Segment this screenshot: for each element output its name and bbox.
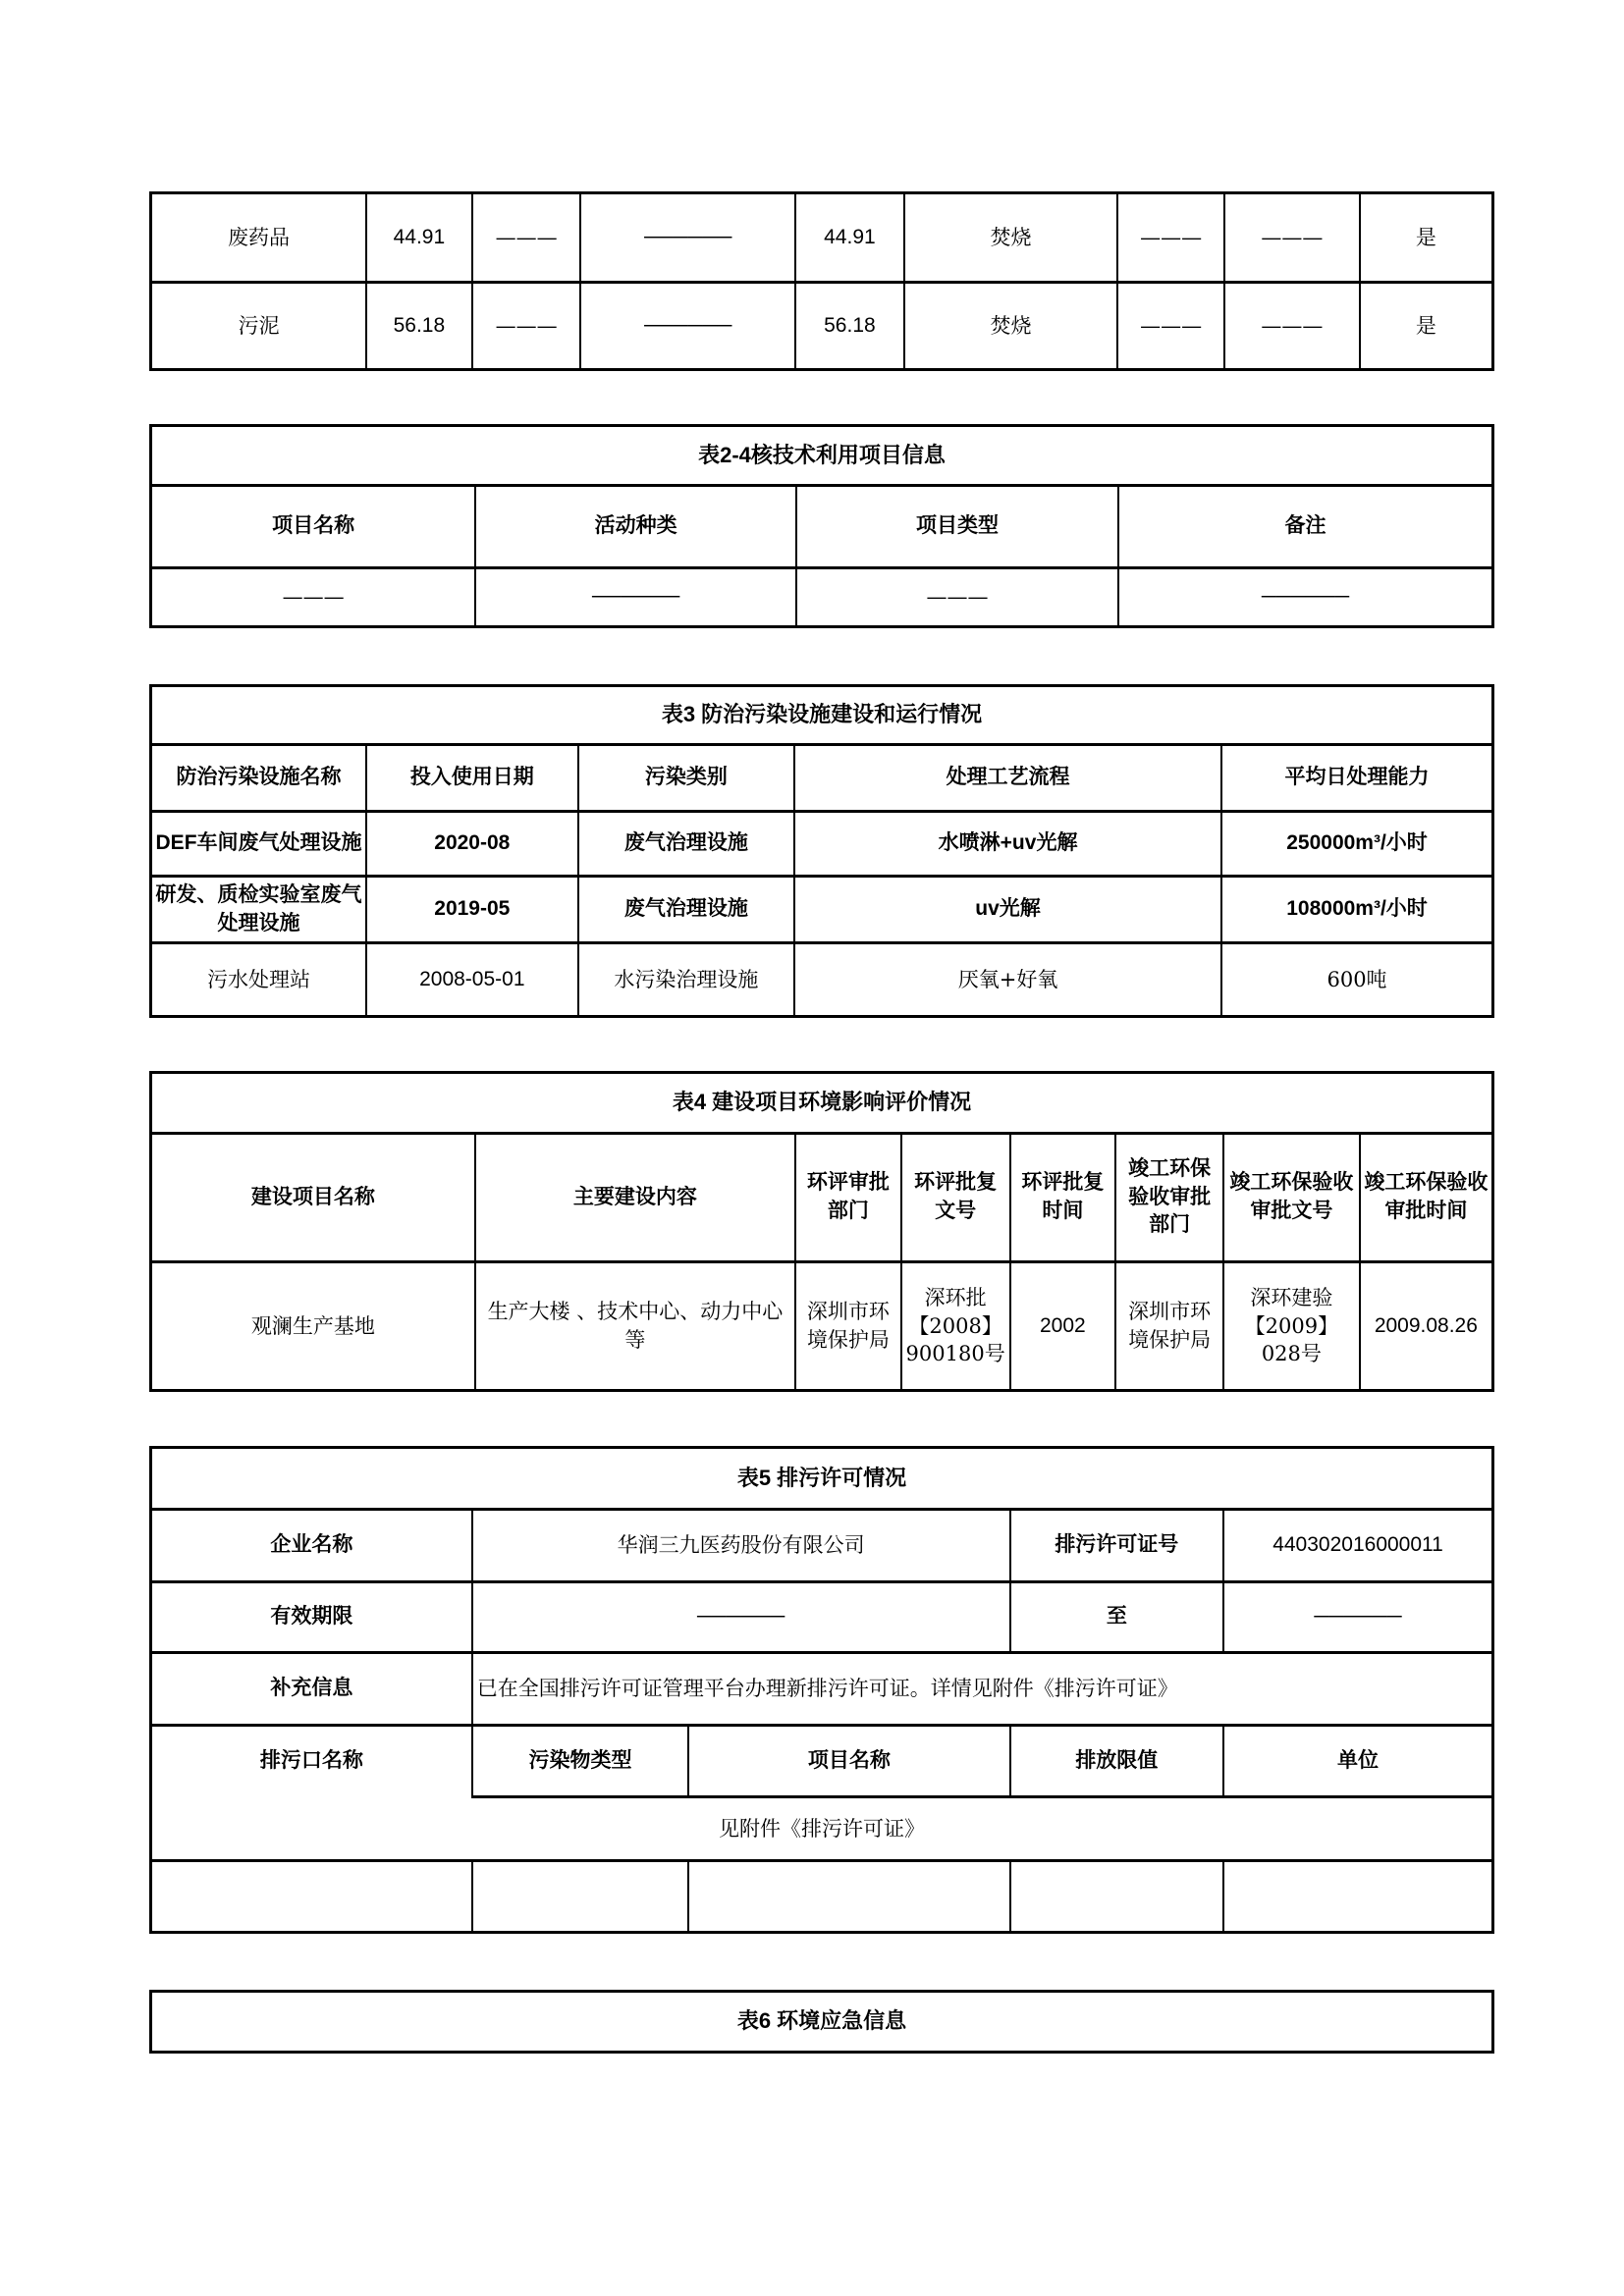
dash-cell: ——— [151,568,476,627]
eia-approval-time-cell: 2002 [1010,1262,1116,1391]
waste-amount-cell: 56.18 [795,283,904,370]
table-row [151,943,1493,1017]
capacity-cell: 250000m³/小时 [1221,812,1492,877]
table-discharge-permit [149,1446,1494,1934]
column-header: 处理工艺流程 [794,745,1221,812]
attachment-note: 见附件《排污许可证》 [151,1797,1493,1861]
table-row [151,193,1493,283]
waste-name-cell: 污泥 [151,283,367,370]
table-title: 表4 建设项目环境影响评价情况 [151,1073,1493,1134]
company-name-label: 企业名称 [151,1510,472,1582]
yes-no-cell: 是 [1360,283,1493,370]
dash-cell: ——— [1117,193,1224,283]
validity-label: 有效期限 [151,1582,472,1653]
column-header: 环评批复文号 [901,1134,1010,1262]
column-header: 防治污染设施名称 [151,745,367,812]
waste-name-cell: 废药品 [151,193,367,283]
table-row [151,283,1493,370]
process-cell: 水喷淋+uv光解 [794,812,1221,877]
validity-from-cell: ────── [472,1582,1010,1653]
empty-cell [688,1861,1009,1933]
dash-cell: ────── [580,193,795,283]
dash-cell: ────── [1118,568,1492,627]
table-title-row [151,1448,1493,1510]
company-name-value: 华润三九医药股份有限公司 [472,1510,1010,1582]
empty-cell [472,1861,689,1933]
table-row [151,568,1493,627]
table-row [151,1262,1493,1391]
eia-document-no-cell: 深环批【2008】900180号 [901,1262,1010,1391]
waste-amount-cell: 56.18 [366,283,472,370]
table-title-row [151,1992,1493,2053]
capacity-cell: 108000m³/小时 [1221,877,1492,943]
empty-cell [1010,1861,1224,1933]
column-header: 平均日处理能力 [1221,745,1492,812]
outlet-name-header: 排污口名称 [151,1726,472,1797]
column-header: 竣工环保验收审批文号 [1223,1134,1360,1262]
table-row [151,812,1493,877]
disposal-method-cell: 焚烧 [904,193,1117,283]
column-header: 环评审批部门 [795,1134,901,1262]
pollution-type-cell: 废气治理设施 [578,877,794,943]
process-cell: uv光解 [794,877,1221,943]
capacity-cell: 600吨 [1221,943,1492,1017]
table-row [151,1582,1493,1653]
column-header: 竣工环保验收审批部门 [1115,1134,1223,1262]
validity-to-cell: ────── [1223,1582,1492,1653]
disposal-method-cell: 焚烧 [904,283,1117,370]
start-date-cell: 2019-05 [366,877,578,943]
pollution-type-cell: 水污染治理设施 [578,943,794,1017]
table-title: 表2-4核技术利用项目信息 [151,426,1493,486]
table-row [151,1510,1493,1582]
table-header-row [151,486,1493,568]
table-title: 表6 环境应急信息 [151,1992,1493,2053]
yes-no-cell: 是 [1360,193,1493,283]
dash-cell: ——— [1224,193,1360,283]
column-header: 项目名称 [688,1726,1009,1797]
table-header-row [151,745,1493,812]
column-header: 备注 [1118,486,1492,568]
start-date-cell: 2008-05-01 [366,943,578,1017]
table-eia-projects [149,1071,1494,1392]
column-header: 环评批复时间 [1010,1134,1116,1262]
start-date-cell: 2020-08 [366,812,578,877]
table-environmental-emergency [149,1990,1494,2054]
table-title: 表5 排污许可情况 [151,1448,1493,1510]
table-header-row [151,1726,1493,1797]
column-header: 单位 [1223,1726,1492,1797]
table-row [151,1653,1493,1726]
acceptance-department-cell: 深圳市环境保护局 [1115,1262,1223,1391]
facility-name-cell: 污水处理站 [151,943,367,1017]
supplement-value: 已在全国排污许可证管理平台办理新排污许可证。详情见附件《排污许可证》 [472,1653,1493,1726]
empty-cell [1223,1861,1492,1933]
column-header: 项目类型 [796,486,1118,568]
process-cell: 厌氧+好氧 [794,943,1221,1017]
facility-name-cell: 研发、质检实验室废气处理设施 [151,877,367,943]
column-header: 竣工环保验收审批时间 [1360,1134,1493,1262]
waste-amount-cell: 44.91 [795,193,904,283]
table-title-row [151,426,1493,486]
dash-cell: ────── [580,283,795,370]
table-hazardous-waste-continuation [149,191,1494,371]
table-title: 表3 防治污染设施建设和运行情况 [151,686,1493,745]
acceptance-time-cell: 2009.08.26 [1360,1262,1493,1391]
column-header: 污染物类型 [472,1726,689,1797]
dash-cell: ——— [1224,283,1360,370]
pollution-type-cell: 废气治理设施 [578,812,794,877]
table-row [151,1861,1493,1933]
dash-cell: ────── [475,568,796,627]
table-row [151,877,1493,943]
supplement-label: 补充信息 [151,1653,472,1726]
acceptance-document-no-cell: 深环建验【2009】028号 [1223,1262,1360,1391]
dash-cell: ——— [796,568,1118,627]
dash-cell: ——— [472,193,581,283]
dash-cell: ——— [472,283,581,370]
permit-number-value: 440302016000011 [1223,1510,1492,1582]
column-header: 建设项目名称 [151,1134,475,1262]
waste-amount-cell: 44.91 [366,193,472,283]
facility-name-cell: DEF车间废气处理设施 [151,812,367,877]
empty-cell [151,1861,472,1933]
column-header: 主要建设内容 [475,1134,795,1262]
column-header: 排放限值 [1010,1726,1224,1797]
column-header: 污染类别 [578,745,794,812]
table-header-row [151,1134,1493,1262]
column-header: 投入使用日期 [366,745,578,812]
dash-cell: ——— [1117,283,1224,370]
table-nuclear-technology [149,424,1494,628]
column-header: 项目名称 [151,486,476,568]
table-title-row [151,686,1493,745]
column-header: 活动种类 [475,486,796,568]
project-name-cell: 观澜生产基地 [151,1262,475,1391]
validity-to-label: 至 [1010,1582,1224,1653]
permit-number-label: 排污许可证号 [1010,1510,1224,1582]
table-title-row [151,1073,1493,1134]
eia-department-cell: 深圳市环境保护局 [795,1262,901,1391]
table-pollution-control-facilities [149,684,1494,1018]
table-row [151,1797,1493,1861]
project-content-cell: 生产大楼 、技术中心、动力中心等 [475,1262,795,1391]
